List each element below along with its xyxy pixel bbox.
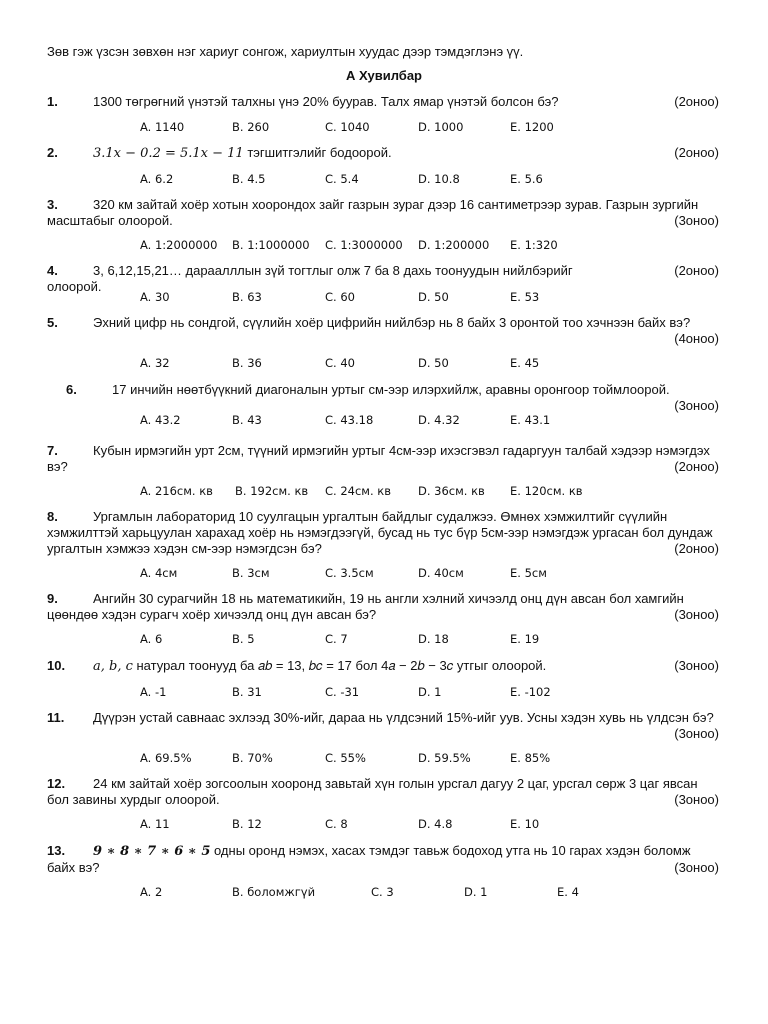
question-text: одны оронд нэмэх, хасах тэмдэг тавьж бодоход утга нь 10 гарах хэдэн боломж байх вэ? bbox=[47, 843, 691, 875]
question-number: 6. bbox=[66, 382, 77, 397]
option-d[interactable]: D. 4.32 bbox=[418, 413, 460, 427]
question-number: 12. bbox=[47, 776, 66, 791]
option-e[interactable]: E. 1:320 bbox=[510, 238, 558, 252]
question-points: (2оноо) bbox=[674, 541, 719, 556]
option-e[interactable]: E. 120см. кв bbox=[510, 484, 583, 498]
question-points: (3оноо) bbox=[674, 658, 719, 673]
option-c[interactable]: C. 8 bbox=[325, 817, 348, 831]
option-a[interactable]: A. 1140 bbox=[140, 120, 185, 134]
option-d[interactable]: D. 1000 bbox=[418, 120, 464, 134]
option-d[interactable]: D. 1:200000 bbox=[418, 238, 490, 252]
question-text: Эхний цифр нь сондгой, сүүлийн хоёр цифрийн нийлбэр нь 8 байх 3 оронтой тоо хэчнээн байх вэ? bbox=[93, 315, 691, 330]
option-d[interactable]: D. 1 bbox=[418, 685, 442, 699]
option-c[interactable]: C. 43.18 bbox=[325, 413, 374, 427]
option-a[interactable]: A. 69.5% bbox=[140, 751, 192, 765]
option-b[interactable]: B. 1:1000000 bbox=[232, 238, 310, 252]
question-text: Кубын ирмэгийн урт 2см, түүний ирмэгийн уртыг 4см-ээр ихэсгэвэл гадаргуун талбай хэдээр нэмэгдэх вэ? bbox=[47, 443, 710, 474]
option-e[interactable]: E. -102 bbox=[510, 685, 551, 699]
option-d[interactable]: D. 50 bbox=[418, 290, 449, 304]
question-12 bbox=[47, 776, 719, 808]
option-c[interactable]: C. 3.5см bbox=[325, 566, 374, 580]
question-number: 9. bbox=[47, 591, 58, 606]
option-d[interactable]: D. 18 bbox=[418, 632, 449, 646]
option-b[interactable]: B. 192см. кв bbox=[235, 484, 309, 498]
option-c[interactable]: C. 24см. кв bbox=[325, 484, 392, 498]
option-a[interactable]: A. 2 bbox=[140, 885, 163, 899]
question-3 bbox=[47, 197, 719, 229]
option-d[interactable]: D. 40см bbox=[418, 566, 464, 580]
question-number: 8. bbox=[47, 509, 58, 524]
question-text: 17 инчийн нөөтбүүкний диагоналын уртыг см-ээр илэрхийлж, аравны оронгоор тоймлоорой. bbox=[112, 382, 670, 397]
option-b[interactable]: B. 43 bbox=[232, 413, 262, 427]
question-text: Ургамлын лабораторид 10 суулгацын ургалтын байдлыг судалжээ. Өмнөх хэмжилтийг сүүлийн хэмжилттэй харьцуулан харахад хоёр нь нэмэгдээгүй, бусад нь тус бүр 5см-ээр нэмэгдэж ургасан бол дундаж ургалтын хэмжээ хэдэн см-ээр нэмэгдсэн бэ? bbox=[47, 509, 713, 556]
variant-title: А Хувилбар bbox=[345, 68, 422, 83]
option-a[interactable]: A. 32 bbox=[140, 356, 170, 370]
option-e[interactable]: E. 5см bbox=[510, 566, 547, 580]
question-points: (4оноо) bbox=[674, 331, 719, 346]
question-13 bbox=[47, 843, 719, 876]
option-e[interactable]: E. 85% bbox=[510, 751, 551, 765]
option-c[interactable]: C. 40 bbox=[325, 356, 355, 370]
question-points: (3оноо) bbox=[674, 607, 719, 622]
question-number: 5. bbox=[47, 315, 58, 330]
question-number: 1. bbox=[47, 94, 58, 109]
option-c[interactable]: C. 1:3000000 bbox=[325, 238, 403, 252]
question-points: (3оноо) bbox=[674, 398, 719, 413]
option-c[interactable]: C. 5.4 bbox=[325, 172, 359, 186]
option-c[interactable]: C. 7 bbox=[325, 632, 348, 646]
question-text: натурал тоонууд ба 𝑎𝑏 = 13, 𝑏𝑐 = 17 бол 4𝑎 − 2𝑏 − 3𝑐 утгыг олоорой. bbox=[132, 658, 547, 673]
option-e[interactable]: E. 10 bbox=[510, 817, 540, 831]
option-d[interactable]: D. 59.5% bbox=[418, 751, 471, 765]
question-text: тэгшитгэлийг бодоорой. bbox=[243, 145, 392, 160]
option-c[interactable]: C. 60 bbox=[325, 290, 355, 304]
question-points: (2оноо) bbox=[674, 94, 719, 109]
question-points: (3оноо) bbox=[674, 792, 719, 807]
question-text: 3, 6,12,15,21… дараалллын зүй тогтлыг олж 7 ба 8 дахь тоонуудын нийлбэрийг олоорой. bbox=[47, 263, 573, 294]
option-d[interactable]: D. 36см. кв bbox=[418, 484, 485, 498]
question-number: 3. bbox=[47, 197, 58, 212]
question-points: (2оноо) bbox=[674, 459, 719, 474]
question-expression: 9 ∗ 8 ∗ 7 ∗ 6 ∗ 5 bbox=[93, 844, 211, 859]
question-9 bbox=[47, 591, 719, 623]
question-variables: 𝑎, 𝑏, 𝑐 bbox=[93, 659, 133, 674]
option-b[interactable]: B. 4.5 bbox=[232, 172, 266, 186]
option-c[interactable]: C. 3 bbox=[371, 885, 394, 899]
option-a[interactable]: A. -1 bbox=[140, 685, 167, 699]
option-b[interactable]: B. 12 bbox=[232, 817, 262, 831]
option-c[interactable]: C. 55% bbox=[325, 751, 366, 765]
option-e[interactable]: E. 43.1 bbox=[510, 413, 551, 427]
instruction-text: Зөв гэж үзсэн зөвхөн нэг хариуг сонгож, хариултын хуудас дээр тэмдэглэнэ үү. bbox=[47, 44, 524, 59]
question-number: 10. bbox=[47, 658, 66, 673]
option-a[interactable]: A. 1:2000000 bbox=[140, 238, 218, 252]
option-b[interactable]: B. боломжгүй bbox=[232, 885, 316, 899]
question-points: (3оноо) bbox=[674, 860, 719, 875]
question-11 bbox=[47, 710, 719, 742]
question-5 bbox=[47, 315, 719, 347]
option-c[interactable]: C. 1040 bbox=[325, 120, 370, 134]
option-e[interactable]: E. 1200 bbox=[510, 120, 554, 134]
option-b[interactable]: B. 3см bbox=[232, 566, 270, 580]
question-2 bbox=[47, 145, 719, 162]
option-d[interactable]: D. 1 bbox=[464, 885, 488, 899]
option-a[interactable]: A. 43.2 bbox=[140, 413, 181, 427]
question-number: 2. bbox=[47, 145, 58, 160]
option-b[interactable]: B. 70% bbox=[232, 751, 273, 765]
option-d[interactable]: D. 4.8 bbox=[418, 817, 453, 831]
question-text: 1300 төгрөгний үнэтэй талхны үнэ 20% буурав. Талх ямар үнэтэй болсон бэ? bbox=[93, 94, 559, 109]
option-b[interactable]: B. 36 bbox=[232, 356, 262, 370]
question-10 bbox=[47, 658, 719, 675]
question-text: Ангийн 30 сурагчийн 18 нь математикийн, 19 нь англи хэлний хичээлд онц дүн авсан бол хамгийн цөөндөө хэдэн сурагч хоёр хичээлд онц дүн авсан бэ? bbox=[47, 591, 684, 622]
option-e[interactable]: E. 4 bbox=[557, 885, 579, 899]
question-number: 13. bbox=[47, 843, 66, 858]
option-e[interactable]: E. 19 bbox=[510, 632, 540, 646]
option-a[interactable]: A. 6 bbox=[140, 632, 163, 646]
option-e[interactable]: E. 5.6 bbox=[510, 172, 543, 186]
option-a[interactable]: A. 216см. кв bbox=[140, 484, 213, 498]
question-equation: 3.1𝑥 − 0.2 = 5.1𝑥 − 11 bbox=[93, 146, 244, 161]
question-text: 320 км зайтай хоёр хотын хоорондох зайг газрын зураг дээр 16 сантиметрээр зурав. Газрын зургийн масштабыг олоорой. bbox=[47, 197, 699, 228]
option-c[interactable]: C. -31 bbox=[325, 685, 360, 699]
question-points: (3оноо) bbox=[674, 213, 719, 228]
option-a[interactable]: A. 11 bbox=[140, 817, 170, 831]
question-number: 4. bbox=[47, 263, 58, 278]
option-e[interactable]: E. 45 bbox=[510, 356, 540, 370]
question-7 bbox=[47, 443, 719, 475]
question-1 bbox=[47, 94, 719, 110]
question-number: 7. bbox=[47, 443, 58, 458]
option-b[interactable]: B. 63 bbox=[232, 290, 262, 304]
question-8 bbox=[47, 509, 719, 557]
question-number: 11. bbox=[47, 710, 65, 725]
question-points: (3оноо) bbox=[674, 726, 719, 741]
question-points: (2оноо) bbox=[674, 145, 719, 160]
question-6 bbox=[66, 382, 719, 414]
option-b[interactable]: B. 260 bbox=[232, 120, 270, 134]
option-b[interactable]: B. 5 bbox=[232, 632, 255, 646]
option-b[interactable]: B. 31 bbox=[232, 685, 262, 699]
option-d[interactable]: D. 10.8 bbox=[418, 172, 460, 186]
option-a[interactable]: A. 30 bbox=[140, 290, 170, 304]
option-a[interactable]: A. 6.2 bbox=[140, 172, 174, 186]
question-text: Дүүрэн устай савнаас эхлээд 30%-ийг, дараа нь үлдсэний 15%-ийг уув. Усны хэдэн хувь нь үлдсэн бэ? bbox=[93, 710, 714, 725]
option-d[interactable]: D. 50 bbox=[418, 356, 449, 370]
option-a[interactable]: A. 4см bbox=[140, 566, 178, 580]
question-points: (2оноо) bbox=[674, 263, 719, 278]
option-e[interactable]: E. 53 bbox=[510, 290, 540, 304]
question-text: 24 км зайтай хоёр зогсоолын хооронд завьтай хүн голын урсгал дагуу 2 цаг, урсгал сөрж 3 цаг явсан бол завины хурдыг олоорой. bbox=[47, 776, 698, 807]
